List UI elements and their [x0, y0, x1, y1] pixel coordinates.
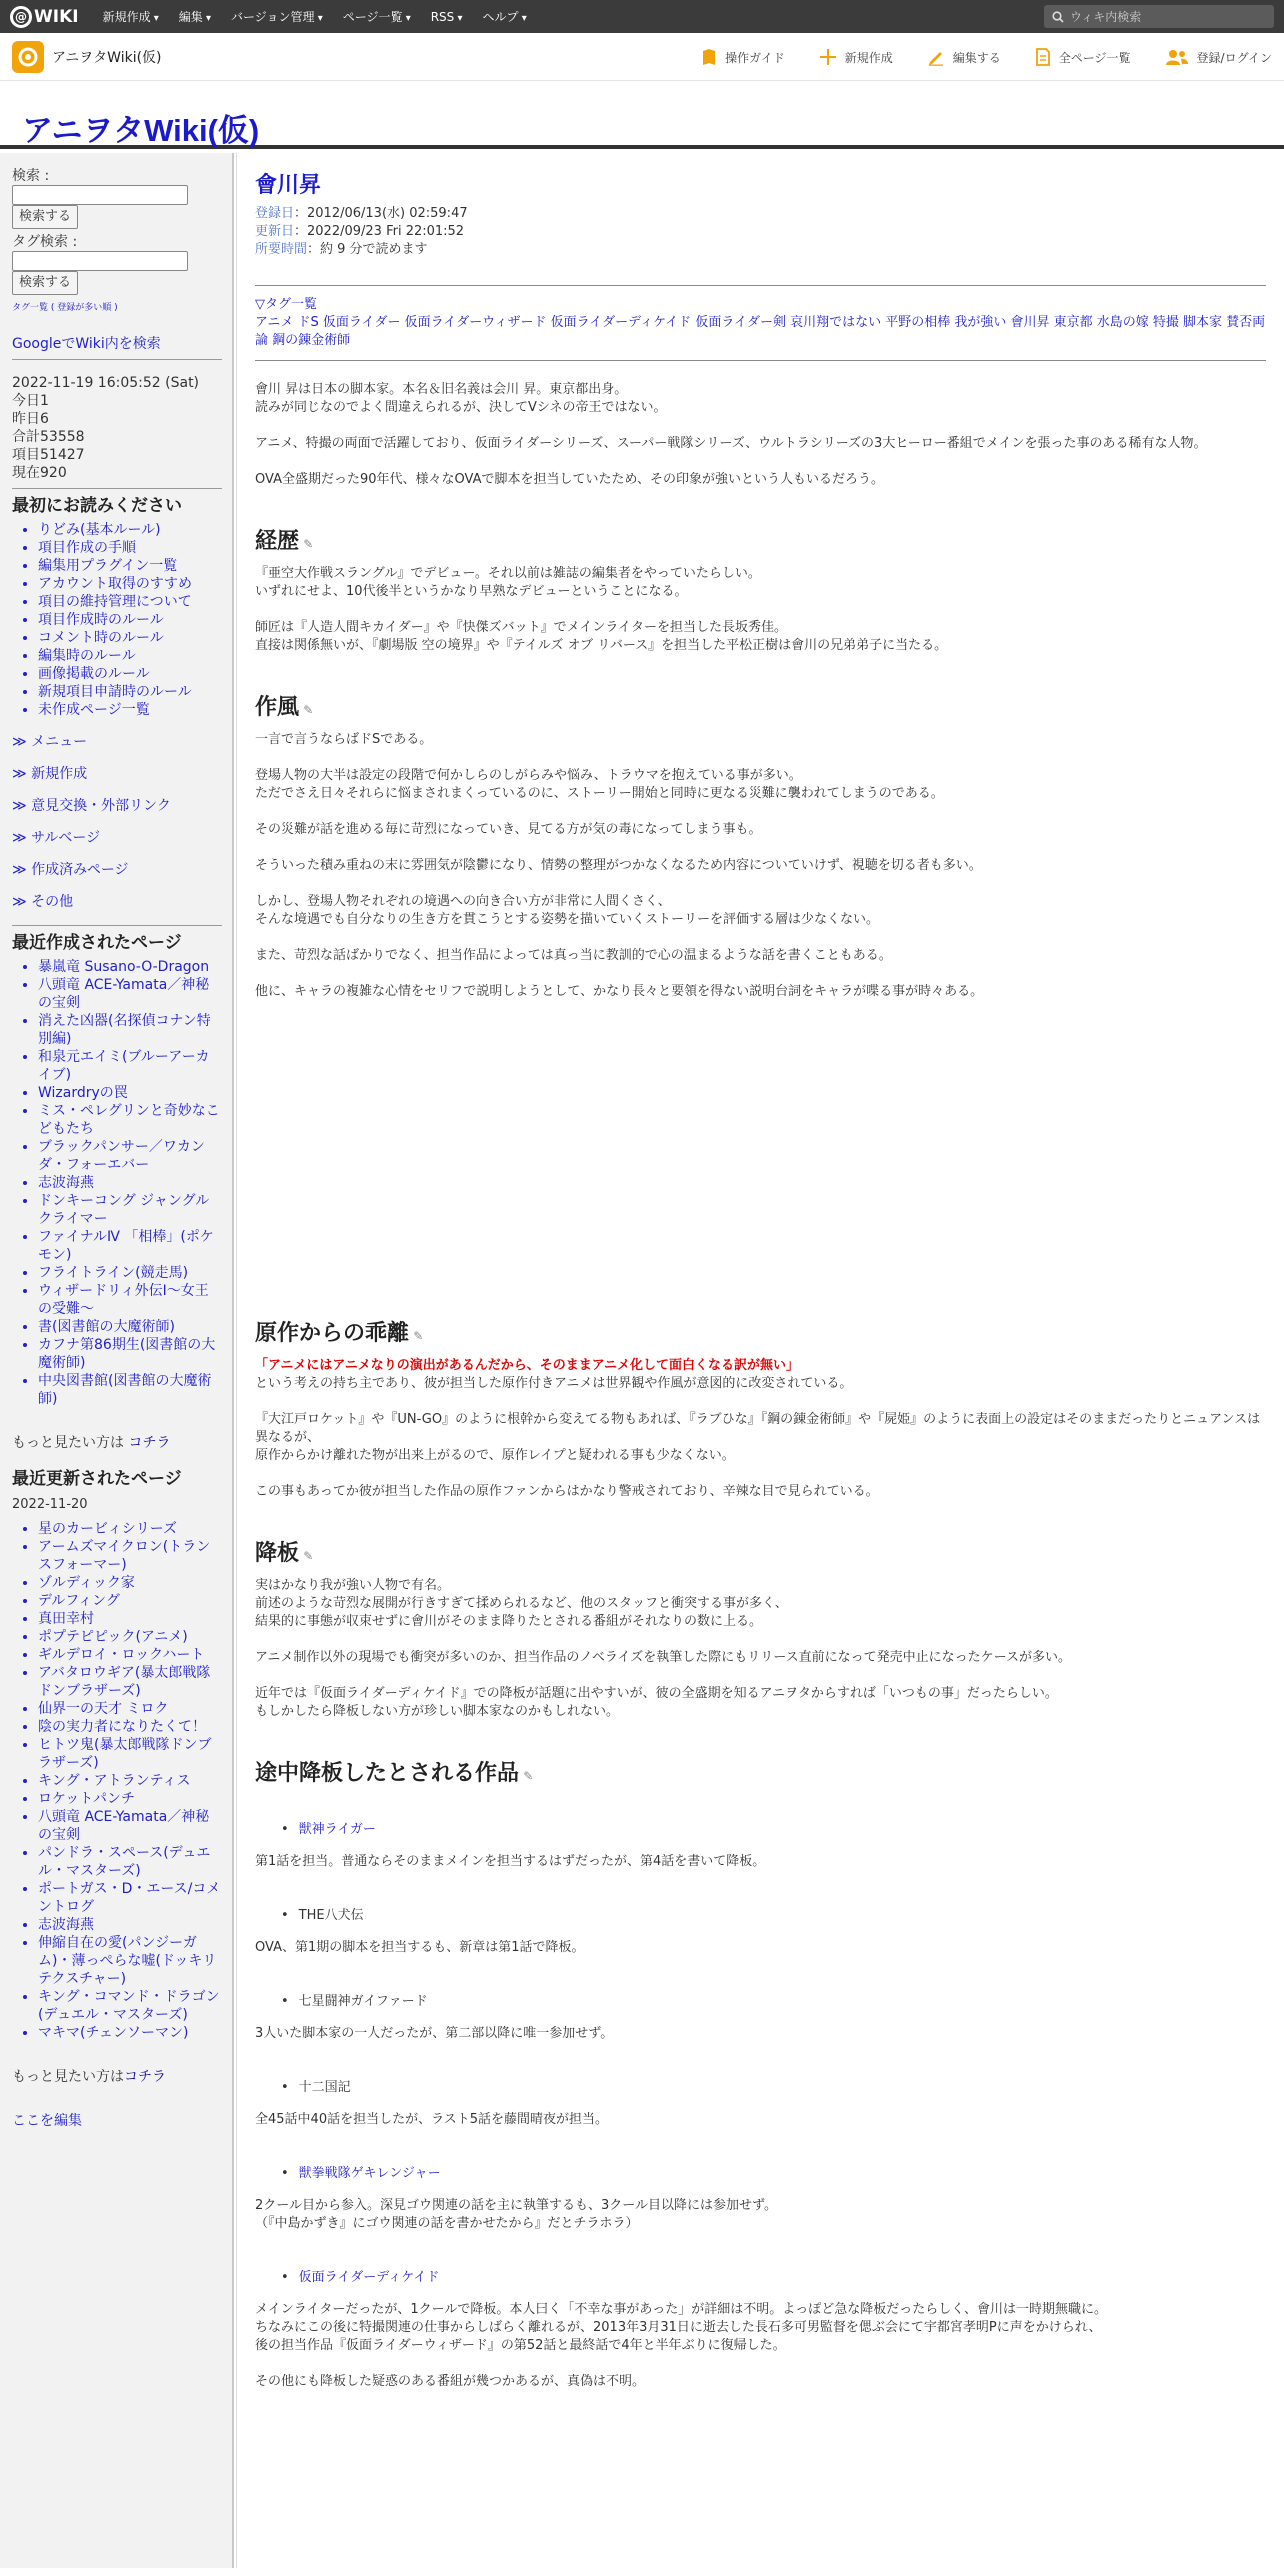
- first-read-item[interactable]: • 編集時のルール: [38, 647, 222, 665]
- first-read-item[interactable]: • 項目作成の手順: [38, 539, 222, 557]
- recent-updated-item[interactable]: • 真田幸村: [38, 1610, 222, 1628]
- section-career: 経歴 ✎: [255, 533, 1266, 553]
- google-search-link[interactable]: GoogleでWiki内を検索: [12, 336, 161, 352]
- first-read-item[interactable]: • アカウント取得のすすめ: [38, 575, 222, 593]
- sidebar-search-input[interactable]: [12, 185, 188, 205]
- recent-created-heading: 最近作成されたページ: [12, 933, 182, 953]
- paragraph: いずれにせよ、10代後半というかなり早熟なデビューということになる。: [255, 584, 688, 599]
- paragraph: この事もあってか彼が担当した作品の原作ファンからはかなり警戒されており、辛辣な目で見られている。: [255, 1484, 879, 1499]
- spacer: [255, 875, 1266, 893]
- first-read-item[interactable]: • りどみ(基本ルール): [38, 521, 222, 539]
- spacer: [255, 417, 1266, 435]
- recent-created-item[interactable]: • ミス・ペレグリンと奇妙なこどもたち: [38, 1102, 222, 1138]
- users-icon: [1165, 48, 1189, 66]
- recent-updated-item[interactable]: • ギルデロイ・ロックハート: [38, 1646, 222, 1664]
- search-input[interactable]: ウィキ内検索: [1044, 5, 1274, 28]
- paragraph: その災難が話を進める毎に苛烈になっていき、見てる方が気の毒になってしまう事も。: [255, 822, 762, 837]
- first-read-item[interactable]: • 画像掲載のルール: [38, 665, 222, 683]
- section-style: 作風 ✎: [255, 699, 1266, 719]
- work-title: • THE八犬伝: [281, 1907, 1266, 1925]
- counter-line: 2022-11-19 16:05:52 (Sat): [12, 375, 200, 391]
- site-icon: [12, 41, 44, 73]
- work-desc: OVA、第1期の脚本を担当するも、新章は第1話で降板。: [255, 1940, 585, 1955]
- work-desc: その他にも降板した疑惑のある番組が幾つかあるが、真偽は不明。: [255, 2374, 646, 2389]
- recent-created-item[interactable]: • 暴嵐竜 Susano-O-Dragon: [38, 958, 222, 976]
- paragraph: しかし、登場人物それぞれの境遇への向き合い方が非常に人間くさく、: [255, 894, 671, 909]
- section-leaving-body: [255, 1577, 1266, 1721]
- recent-updated-item[interactable]: • 星のカービィシリーズ: [38, 1520, 222, 1538]
- more-created: もっと見たい方は コチラ: [12, 1435, 171, 1451]
- paragraph: 原作からかけ離れた物が出来上がるので、原作レイプと疑われる事も少なくない。: [255, 1448, 735, 1463]
- paragraph: そういった積み重ねの末に雰囲気が陰鬱になり、情勢の整理がつかなくなるため内容についていけず、視聴を切る者も多い。: [255, 858, 982, 873]
- recent-updated-item[interactable]: • ロケットパンチ: [38, 1790, 222, 1808]
- recent-created-item[interactable]: • Wizardryの罠: [38, 1084, 222, 1102]
- more-updated-link[interactable]: コチラ: [124, 2069, 166, 2085]
- site-bar: [0, 33, 1284, 81]
- all-pages-button[interactable]: 全ページ一覧: [1035, 48, 1131, 66]
- wiki-logo[interactable]: @ WIKI: [10, 6, 79, 28]
- guide-icon: [701, 48, 717, 66]
- recent-created-list: [38, 958, 222, 1408]
- menu-pages[interactable]: ページ一覧 ▾: [343, 8, 411, 25]
- recent-created-item[interactable]: • 書(図書館の大魔術師): [38, 1318, 222, 1336]
- edit-button[interactable]: 編集する: [927, 48, 1001, 66]
- page-title: 會川昇: [255, 173, 322, 198]
- paragraph: もしかしたら降板しない方が珍しい脚本家なのかもしれない。: [255, 1704, 620, 1719]
- spacer: [255, 803, 1266, 821]
- site-title[interactable]: アニヲタWiki(仮): [22, 113, 260, 148]
- first-read-item[interactable]: • 項目の維持管理について: [38, 593, 222, 611]
- spacer: [255, 453, 1266, 471]
- divider: [12, 925, 222, 926]
- section-career-body: [255, 565, 1266, 655]
- spacer: [255, 965, 1266, 983]
- sidebar-nav-link[interactable]: ≫ 新規作成: [12, 765, 222, 783]
- recent-created-item[interactable]: • ドンキーコング ジャングルクライマー: [38, 1192, 222, 1228]
- sidebar-nav-link[interactable]: ≫ サルベージ: [12, 829, 222, 847]
- search-button[interactable]: 検索する: [12, 205, 78, 229]
- login-button[interactable]: 登録/ログイン: [1165, 48, 1272, 66]
- tag-list-link[interactable]: タグ一覧 ( 登録が多い順 ): [12, 303, 118, 313]
- spacer: [255, 2355, 1266, 2373]
- recent-updated-item[interactable]: • 伸縮自在の愛(パンジーガム)・薄っぺらな嘘(ドッキリテクスチャー): [38, 1934, 222, 1988]
- paragraph: アニメ制作以外の現場でも衝突が多いのか、担当作品のノベライズを執筆した際にもリリース直前になって発売中止になったケースが多い。: [255, 1650, 1072, 1665]
- sidebar-nav-link[interactable]: ≫ その他: [12, 893, 222, 911]
- paragraph: 登場人物の大半は設定の段階で何かしらのしがらみや悩み、トラウマを抱えている事が多い。: [255, 768, 802, 783]
- works-list: [255, 1821, 1266, 2391]
- recent-created-item[interactable]: • 消えた凶器(名探偵コナン特別編): [38, 1012, 222, 1048]
- paragraph: OVA全盛期だった90年代、様々なOVAで脚本を担当していたため、その印象が強いという人もいるだろう。: [255, 472, 884, 487]
- paragraph: 一言で言うならばドSである。: [255, 732, 433, 747]
- article: [236, 153, 1284, 2568]
- counter-line: 合計53558: [12, 429, 85, 445]
- recent-updated-list: [38, 1520, 222, 2042]
- menu-edit[interactable]: 編集 ▾: [179, 8, 211, 25]
- recent-created-item[interactable]: • ファイナルⅣ 「相棒」(ポケモン): [38, 1228, 222, 1264]
- divider: [12, 488, 222, 489]
- work-title[interactable]: • 獣神ライガー: [281, 1821, 1266, 1839]
- page-meta: 登録日：2012/06/13(水) 02:59:47 更新日：2022/09/23 Fri 22:01:52 所要時間：約 9 分で読めます: [255, 206, 468, 257]
- work-desc: メインライターだったが、1クールで降板。本人曰く「不幸な事があった」が詳細は不明。よっぽど急な降板だったらしく、會川は一時期無職に。: [255, 2302, 1107, 2317]
- first-read-heading: 最初にお読みください: [12, 496, 182, 516]
- paragraph: 『大江戸ロケット』や『UN-GO』のように根幹から変えてる物もあれば、『ラブひな』『鋼の錬金術師』や『屍姫』のように表面上の設定はそのままだったりとニュアンスは異なるが、: [255, 1412, 1261, 1445]
- recent-updated-heading: 最近更新されたページ: [12, 1469, 182, 1489]
- paragraph: という考えの持ち主であり、彼が担当した原作付きアニメは世界観や作風が意図的に改変されている。: [255, 1376, 853, 1391]
- paragraph: また、苛烈な話ばかりでなく、担当作品によっては真っ当に教訓的で心の温まるような話を書くこともある。: [255, 948, 892, 963]
- section-works: 途中降板したとされる作品 ✎: [255, 1765, 1266, 1785]
- sidebar-nav-link[interactable]: ≫ 意見交換・外部リンク: [12, 797, 222, 815]
- recent-updated-item[interactable]: • キング・コマンド・ドラゴン(デュエル・マスターズ): [38, 1988, 222, 2024]
- intro: [255, 381, 1266, 489]
- work-desc: （『中島かずき』にゴウ関連の話を書かせたから』だとチラホラ）: [255, 2216, 639, 2231]
- work-desc: 第1話を担当。普通ならそのままメインを担当するはずだったが、第4話を書いて降板。: [255, 1854, 766, 1869]
- section-leaving: 降板 ✎: [255, 1545, 1266, 1565]
- plus-icon: [819, 48, 837, 66]
- spacer: [255, 1667, 1266, 1685]
- paragraph: 『亜空大作戦スラングル』でデビュー。それ以前は雑誌の編集者をやっていたらしい。: [255, 566, 761, 581]
- recent-updated-date: 2022-11-20: [12, 1497, 88, 1512]
- recent-updated-item[interactable]: • ゾルディック家: [38, 1574, 222, 1592]
- spacer: [255, 1393, 1266, 1411]
- recent-updated-item[interactable]: • 陰の実力者になりたくて！: [38, 1718, 222, 1736]
- recent-updated-item[interactable]: • アームズマイクロン(トランスフォーマー): [38, 1538, 222, 1574]
- edit-sidebar-link[interactable]: ここを編集: [12, 2113, 82, 2129]
- first-read-item[interactable]: • 未作成ページ一覧: [38, 701, 222, 719]
- section-divergence: 原作からの乖離 ✎: [255, 1325, 1266, 1345]
- recent-updated-item[interactable]: • キング・アトランティス: [38, 1772, 222, 1790]
- spacer: [255, 601, 1266, 619]
- tag-links[interactable]: アニメ ドS 仮面ライダー 仮面ライダーウィザード 仮面ライダーディケイド 仮面ライダー剣 哀川翔ではない 平野の相棒 我が強い 會川昇 東京都 水島の嫁 特撮 脚本家 賛否両論 鋼の錬金術師: [255, 315, 1266, 348]
- more-created-link[interactable]: コチラ: [128, 1435, 171, 1451]
- site-logo[interactable]: アニヲタWiki(仮): [12, 41, 162, 73]
- document-icon: [1035, 48, 1051, 66]
- paragraph: 結果的に事態が収束せずに會川がそのまま降りたとされる番組がそれなりの数に上る。: [255, 1614, 763, 1629]
- paragraph: 読みが同じなのでよく間違えられるが、決してVシネの帝王ではない。: [255, 400, 667, 415]
- counter-line: 項目51427: [12, 447, 85, 463]
- work-title: • 七星闘神ガイファード: [281, 1993, 1266, 2011]
- tag-search-button[interactable]: 検索する: [12, 271, 78, 295]
- recent-created-item[interactable]: • 八頭竜 ACE-Yamata／神秘の宝剣: [38, 976, 222, 1012]
- paragraph: アニメ、特撮の両面で活躍しており、仮面ライダーシリーズ、スーパー戦隊シリーズ、ウルトラシリーズの3大ヒーロー番組でメインを張った事のある稀有な人物。: [255, 436, 1207, 451]
- recent-updated-item[interactable]: • ポートガス・D・エース/コメントログ: [38, 1880, 222, 1916]
- recent-updated-item[interactable]: • パンドラ・スペース(デュエル・マスターズ): [38, 1844, 222, 1880]
- menu-rss[interactable]: RSS ▾: [431, 10, 463, 24]
- section-style-body: [255, 731, 1266, 1001]
- counter-line: 今日1: [12, 393, 49, 409]
- menu-new[interactable]: 新規作成 ▾: [103, 8, 159, 25]
- recent-updated-item[interactable]: • マキマ(チェンソーマン): [38, 2024, 222, 2042]
- recent-created-item[interactable]: • 中央図書館(図書館の大魔術師): [38, 1372, 222, 1408]
- paragraph: 近年では『仮面ライダーディケイド』での降板が話題に出やすいが、彼の全盛期を知るアニヲタからすれば「いつもの事」だったらしい。: [255, 1686, 1058, 1701]
- section-divergence-body: [255, 1375, 1266, 1501]
- spacer: [255, 929, 1266, 947]
- top-bar: [0, 0, 1284, 33]
- recent-updated-item[interactable]: • ポプテピピック(アニメ): [38, 1628, 222, 1646]
- paragraph: ただでさえ日々それらに悩まされまくっているのに、ストーリー開始と同時に更なる災難に襲われてしまうのである。: [255, 786, 944, 801]
- counter-line: 昨日6: [12, 411, 49, 427]
- recent-created-item[interactable]: • ブラックパンサー／ワカンダ・フォーエバー: [38, 1138, 222, 1174]
- counter-line: 現在920: [12, 465, 67, 481]
- guide-button[interactable]: 操作ガイド: [701, 48, 785, 66]
- recent-updated-item[interactable]: • 八頭竜 ACE-Yamata／神秘の宝剣: [38, 1808, 222, 1844]
- paragraph: 実はかなり我が強い人物で有名。: [255, 1578, 451, 1593]
- pencil-icon: [927, 48, 945, 66]
- paragraph: 前述のような苛烈な展開が行きすぎて揉められるなど、他のスタッフと衝突する事が多く、: [255, 1596, 788, 1611]
- menu-help[interactable]: ヘルプ ▾: [483, 8, 527, 25]
- recent-created-item[interactable]: • カフナ第86期生(図書館の大魔術師): [38, 1336, 222, 1372]
- spacer: [255, 1465, 1266, 1483]
- recent-updated-item[interactable]: • デルフィング: [38, 1592, 222, 1610]
- tag-search-label: タグ検索 :: [12, 234, 78, 250]
- work-title[interactable]: • 獣拳戦隊ゲキレンジャー: [281, 2165, 1266, 2183]
- recent-created-item[interactable]: • ウィザードリィ外伝Ⅰ～女王の受難～: [38, 1282, 222, 1318]
- recent-created-item[interactable]: • 和泉元エイミ(ブルーアーカイブ): [38, 1048, 222, 1084]
- work-desc: 2クール目から参入。深見ゴウ関連の話を主に執筆するも、3クール目以降には参加せず。: [255, 2198, 777, 2213]
- paragraph: そんな境遇でも自分なりの生き方を貫こうとする姿勢を描いていくストーリーを評価する層は少なくない。: [255, 912, 880, 927]
- recent-created-item[interactable]: • フライトライン(競走馬): [38, 1264, 222, 1282]
- recent-updated-item[interactable]: • ヒトツ鬼(暴太郎戦隊ドンブラザーズ): [38, 1736, 222, 1772]
- first-read-item[interactable]: • コメント時のルール: [38, 629, 222, 647]
- work-title[interactable]: • 仮面ライダーディケイド: [281, 2269, 1266, 2287]
- paragraph: 會川 昇は日本の脚本家。本名＆旧名義は会川 昇。東京都出身。: [255, 382, 628, 397]
- search-label: 検索 :: [12, 168, 50, 184]
- work-title: • 十二国記: [281, 2079, 1266, 2097]
- search-icon: [1052, 11, 1064, 23]
- sidebar: [0, 153, 234, 2568]
- paragraph: 師匠は『人造人間キカイダー』や『快傑ズバット』でメインライターを担当した長坂秀佳。: [255, 620, 787, 635]
- first-read-item[interactable]: • 新規項目申請時のルール: [38, 683, 222, 701]
- at-icon: @: [10, 6, 32, 28]
- work-desc: 後の担当作品『仮面ライダーウィザード』の第52話と最終話で4年と半年ぶりに復帰した。: [255, 2338, 786, 2353]
- page-header: [0, 81, 1284, 149]
- first-read-item[interactable]: • 項目作成時のルール: [38, 611, 222, 629]
- paragraph: 直接は関係無いが、『劇場版 空の境界』や『テイルズ オブ リバース』を担当した平松正樹は會川の兄弟弟子に当たる。: [255, 638, 948, 653]
- work-desc: 3人いた脚本家の一人だったが、第二部以降に唯一参加せず。: [255, 2026, 614, 2041]
- new-page-button[interactable]: 新規作成: [819, 48, 893, 66]
- work-desc: ちなみにこの後に特撮関連の仕事からしばらく離れるが、2013年3月31日に逝去した長石多可男監督を偲ぶ会にて宇都宮孝明Pに声をかけられ、: [255, 2320, 1102, 2335]
- counter: [12, 374, 222, 482]
- sidebar-nav-link[interactable]: ≫ 作成済みページ: [12, 861, 222, 879]
- recent-updated-item[interactable]: • 志波海燕: [38, 1916, 222, 1934]
- first-read-item[interactable]: • 編集用プラグイン一覧: [38, 557, 222, 575]
- recent-created-item[interactable]: • 志波海燕: [38, 1174, 222, 1192]
- work-desc: 全45話中40話を担当したが、ラスト5話を藤間晴夜が担当。: [255, 2112, 608, 2127]
- sidebar-nav-link[interactable]: ≫ メニュー: [12, 733, 222, 751]
- spacer: [255, 1631, 1266, 1649]
- recent-updated-item[interactable]: • アバタロウギア(暴太郎戦隊ドンブラザーズ): [38, 1664, 222, 1700]
- first-read-list: [38, 521, 222, 719]
- divergence-quote: 「アニメにはアニメなりの演出があるんだから、そのままアニメ化して面白くなる訳が無い」: [255, 1358, 800, 1373]
- tag-list-heading[interactable]: ▽タグ一覧: [255, 297, 317, 312]
- menu-version[interactable]: バージョン管理 ▾: [231, 8, 323, 25]
- divider: [12, 359, 222, 360]
- paragraph: 他に、キャラの複雑な心情をセリフで説明しようとして、かなり長々と要領を得ない説明台詞をキャラが喋る事が時々ある。: [255, 984, 984, 999]
- spacer: [255, 839, 1266, 857]
- spacer: [255, 749, 1266, 767]
- tag-search-input[interactable]: [12, 251, 188, 271]
- recent-updated-item[interactable]: • 仙界一の天才 ミロク: [38, 1700, 222, 1718]
- more-updated: もっと見たい方はコチラ: [12, 2069, 166, 2085]
